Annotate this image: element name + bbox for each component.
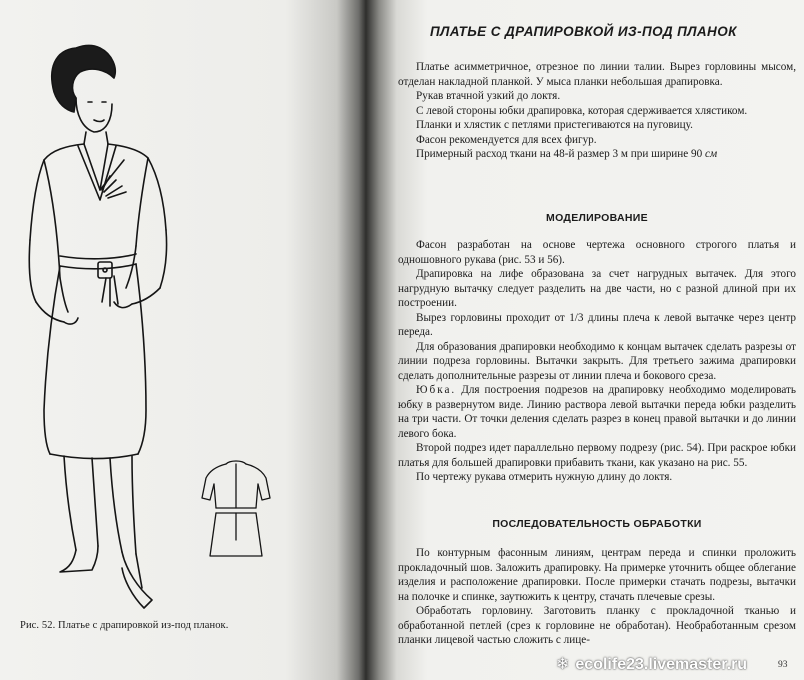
caption-text: Платье с драпировкой из-под планок.: [58, 620, 229, 631]
skirt-label: Юбка.: [416, 384, 457, 396]
fabric-consumption: [398, 147, 796, 162]
modeling-paragraph: Драпировка на лифе образована за счет нагрудных вытачек. Для этого нагрудную вытачку следует разделить на две части, но с разной длиной при их построении.: [398, 268, 796, 309]
watermark-text: ecolife23.livemaster.ru: [575, 656, 748, 673]
processing-paragraph: По контурным фасонным линиям, центрам переда и спинки проложить прокладочный шов. Заложить драпировку. На примерке уточнить общее облегание изделия и расположение драпировки. После примерки стачать подрезы, вытачки на полочке и спинке, заутюжить к центру, стачать плечевые срезы.: [398, 547, 796, 603]
section-heading-processing: ПОСЛЕДОВАТЕЛЬНОСТЬ ОБРАБОТКИ: [492, 518, 702, 530]
back-view-illustration: [196, 458, 276, 566]
modeling-paragraph: Вырез горловины проходит от 1/3 длины плеча к левой вытачке через центр переда.: [398, 311, 796, 338]
processing-text: [398, 546, 796, 648]
intro-paragraph: Платье асимметричное, отрезное по линии талии. Вырез горловины мысом, отделан накладной планкой. У мыса планки небольшая драпировка.: [398, 61, 796, 88]
intro-paragraph: Рукав втачной узкий до локтя.: [416, 90, 561, 102]
processing-paragraph: Обработать горловину. Заготовить планку с прокладочной тканью и обработанной петлей (срез к горловине не обработан). Необработанным срезом планки лицевой частью сложить с лице-: [398, 605, 796, 646]
intro-paragraph: Планки и хлястик с петлями пристегиваются на пуговицу.: [416, 119, 693, 131]
intro-text: [398, 60, 796, 162]
section-heading-modeling: МОДЕЛИРОВАНИЕ: [546, 212, 648, 224]
consumption-unit: см: [705, 148, 718, 160]
modeling-paragraph: Второй подрез идет параллельно первому подрезу (рис. 54). При раскрое юбки платья для большей драпировки прибавить ткани, как указано на рис. 55.: [398, 442, 796, 469]
intro-paragraph: С левой стороны юбки драпировка, которая сдерживается хлястиком.: [416, 104, 748, 117]
page-number: 93: [778, 660, 788, 670]
page-title: ПЛАТЬЕ С ДРАПИРОВКОЙ ИЗ-ПОД ПЛАНОК: [430, 24, 737, 39]
watermark: [556, 654, 776, 674]
modeling-paragraph: Фасон разработан на основе чертежа основного строгого платья и одношовного рукава (рис. 53 и 56).: [398, 239, 796, 266]
caption-label: Рис. 52.: [20, 620, 56, 631]
consumption-text: Примерный расход ткани на 48-й размер 3 м при ширине 90: [416, 148, 703, 160]
modeling-paragraph: Для образования драпировки необходимо к концам вытачек сделать разрезы от линии подреза горловины. Вытачки закрыть. Для третьего зажима драпировки сделать дополнительные разрезы от линии плеча и бокового среза.: [398, 340, 796, 382]
intro-paragraph: Фасон рекомендуется для всех фигур.: [416, 133, 597, 146]
left-page: [0, 0, 366, 680]
skirt-paragraph: [398, 383, 796, 441]
modeling-paragraph: По чертежу рукава отмерить нужную длину до локтя.: [416, 471, 673, 483]
snowflake-icon: ❄: [556, 656, 570, 673]
modeling-text: [398, 238, 796, 485]
dress-illustration: [14, 40, 214, 618]
skirt-text: Для построения подрезов на драпировку необходимо моделировать юбку в развернутом виде. Линию раствора левой вытачки переда юбки разделить на три части. От точки деления сделать разрез в конец правой вытачки и до линии левого бока.: [398, 384, 796, 440]
figure-caption: [20, 620, 320, 631]
